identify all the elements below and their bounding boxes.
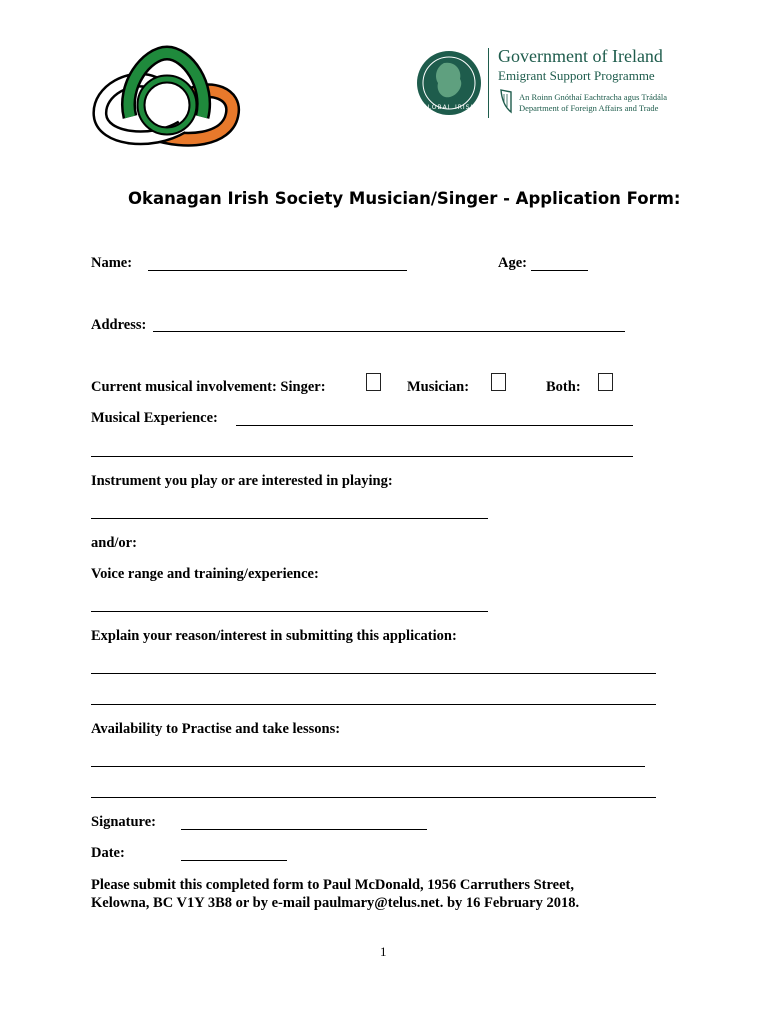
name-label: Name: (91, 255, 133, 271)
celtic-knot-logo (92, 45, 242, 150)
harp-icon (498, 88, 514, 114)
submit-instructions-line2: Kelowna, BC V1Y 3B8 or by e-mail paulmary@telus.net. by 16 February 2018. (91, 895, 580, 911)
age-label: Age: (498, 255, 527, 271)
age-field[interactable] (531, 270, 588, 271)
musician-label: Musician: (407, 379, 470, 395)
andor-label: and/or: (91, 535, 137, 551)
availability-label: Availability to Practise and take lessons: (91, 721, 341, 737)
availability-field-2[interactable] (91, 797, 656, 798)
seal-text: GLOBAL IRISH (422, 104, 476, 111)
address-label: Address: (91, 317, 147, 333)
government-title: Government of Ireland (498, 46, 663, 66)
experience-label: Musical Experience: (91, 410, 218, 426)
instrument-field[interactable] (91, 518, 488, 519)
both-checkbox[interactable] (598, 373, 613, 391)
name-field[interactable] (148, 270, 407, 271)
department-english: Department of Foreign Affairs and Trade (519, 103, 659, 113)
reason-field-1[interactable] (91, 673, 656, 674)
logo-divider (488, 48, 489, 118)
singer-checkbox[interactable] (366, 373, 381, 391)
reason-field-2[interactable] (91, 704, 656, 705)
experience-field[interactable] (236, 425, 633, 426)
involvement-label: Current musical involvement: Singer: (91, 379, 326, 395)
voice-label: Voice range and training/experience: (91, 566, 319, 582)
programme-title: Emigrant Support Programme (498, 68, 655, 83)
submit-instructions-line1: Please submit this completed form to Paul McDonald, 1956 Carruthers Street, (91, 877, 574, 893)
form-title: Okanagan Irish Society Musician/Singer - Application Form: (128, 189, 681, 208)
address-field[interactable] (153, 331, 625, 332)
availability-field-1[interactable] (91, 766, 645, 767)
reason-label: Explain your reason/interest in submitting this application: (91, 628, 457, 644)
date-field[interactable] (181, 860, 287, 861)
experience-field-2[interactable] (91, 456, 633, 457)
page-number: 1 (380, 944, 387, 959)
date-label: Date: (91, 845, 125, 861)
musician-checkbox[interactable] (491, 373, 506, 391)
both-label: Both: (546, 379, 581, 395)
signature-label: Signature: (91, 814, 156, 830)
voice-field[interactable] (91, 611, 488, 612)
instrument-label: Instrument you play or are interested in playing: (91, 473, 393, 489)
signature-field[interactable] (181, 829, 427, 830)
department-irish: An Roinn Gnóthaí Eachtracha agus Trádála (519, 92, 668, 102)
